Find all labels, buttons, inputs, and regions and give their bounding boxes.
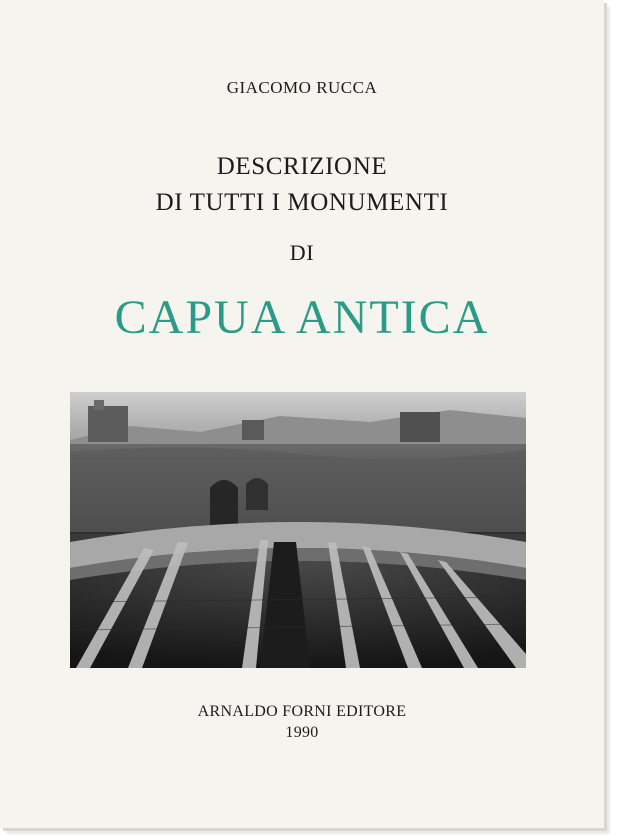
- amphitheatre-photo: [70, 392, 526, 668]
- title-line-1: DESCRIZIONE: [216, 153, 388, 180]
- publication-year: 1990: [285, 724, 319, 741]
- publisher-name: ARNALDO FORNI EDITORE: [197, 703, 407, 720]
- main-title: CAPUA ANTICA: [114, 291, 490, 344]
- title-line-2: DI TUTTI I MONUMENTI: [155, 189, 449, 216]
- author-name: GIACOMO RUCCA: [226, 78, 378, 97]
- title-line-3: DI: [289, 240, 315, 265]
